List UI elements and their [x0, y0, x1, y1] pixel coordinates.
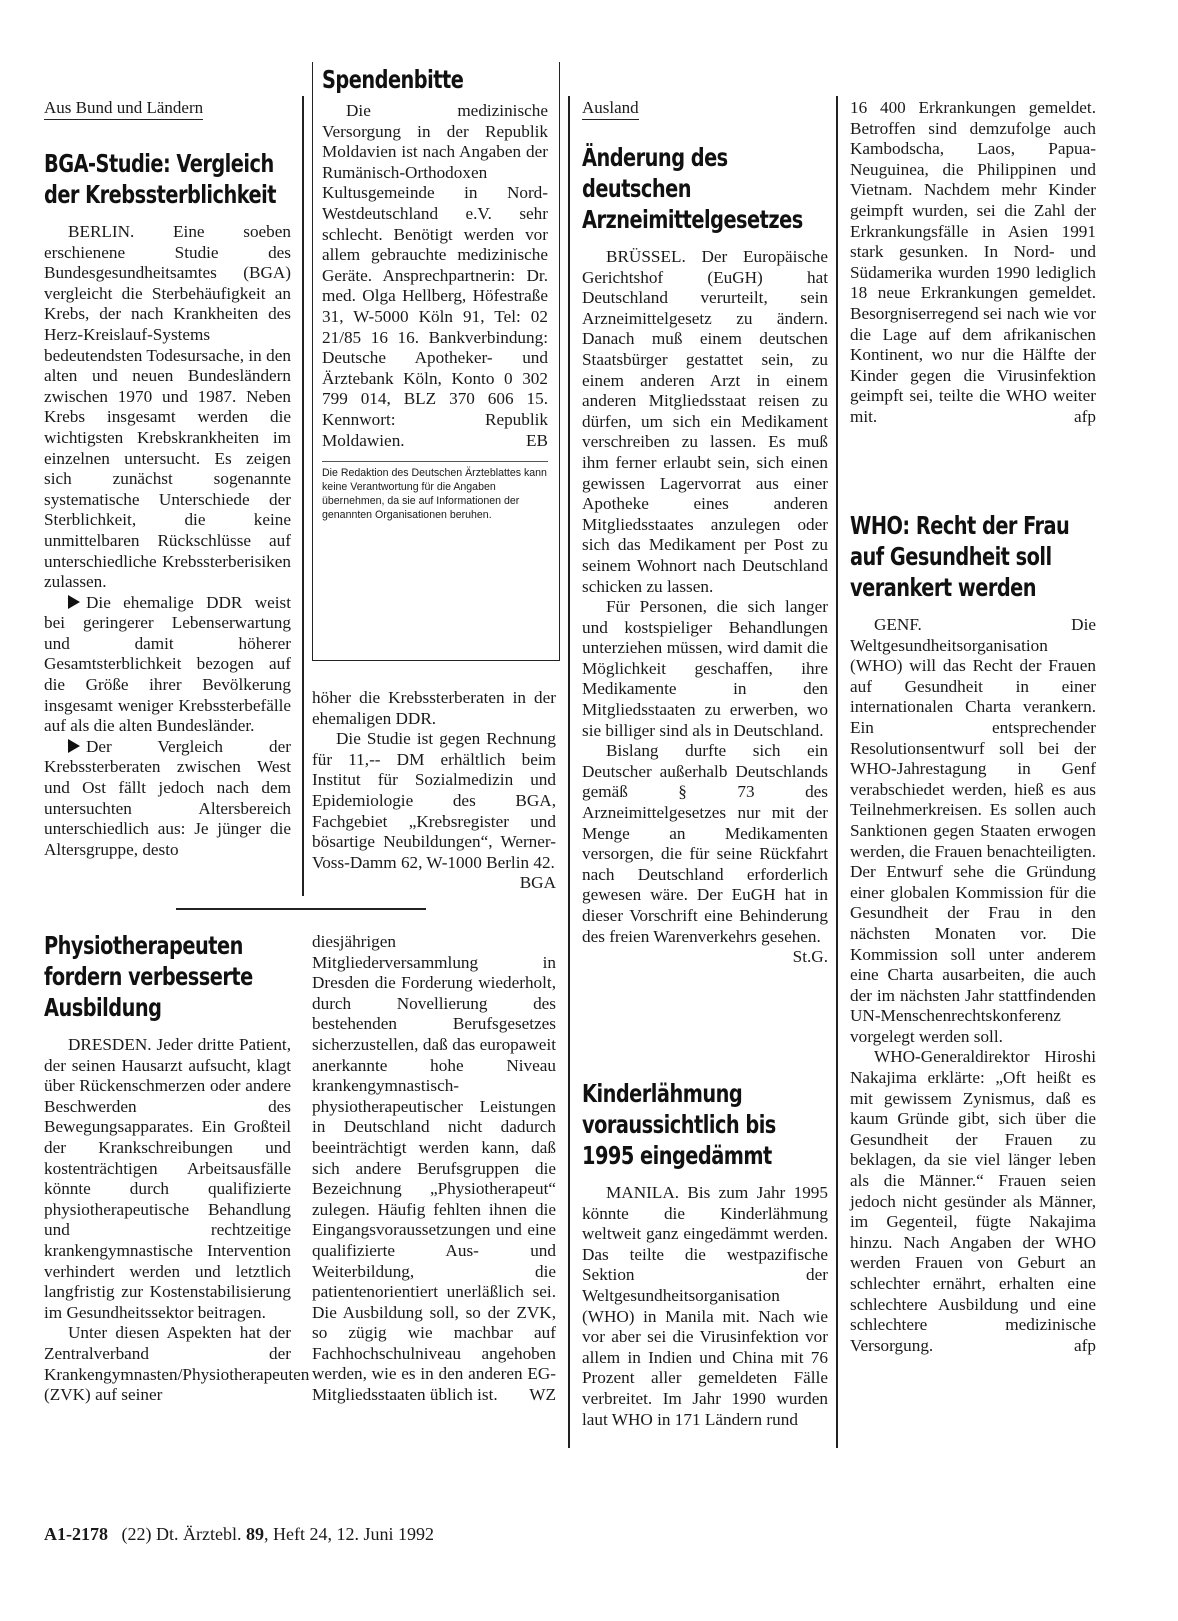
- polio-column-1: [582, 1078, 828, 1430]
- physio-column-2: [312, 932, 556, 1406]
- arznei-paragraph-3: Bislang durfte sich ein Deutscher außerhalb Deutschlands gemäß § 73 des Arzneimittelgesetzes nur mit der Menge an Medikamenten versorgen, die für seine Rückfahrt nach Deutschland erforderlich gewesen wäre. Der EuGH hat in dieser Vorschrift eine Behinderung des freien Warenverkehrs gesehen. St.G.: [582, 741, 828, 967]
- donation-box: [322, 64, 548, 522]
- polio-column-2: [850, 98, 1096, 428]
- arznei-paragraph-2: Für Personen, die sich langer und kostspieliger Behandlungen unterziehen müssen, wird damit die Möglichkeit geschaffen, ihre Medikamente in den Mitgliedsstaaten zu erwerben, wo sie billiger sind als in Deutschland.: [582, 597, 828, 740]
- who-paragraph-2: WHO-Generaldirektor Hiroshi Nakajima erklärte: „Oft heißt es mit gewissem Zynismus, daß es kaum Gründe gibt, sich über die Gesundheit der Frauen zu beklagen, da sie viel länger leben als die Männer.“ Frauen seien jedoch nicht gesünder als Männer, im Gegenteil, fügte Nakajima hinzu. Nach Angaben der WHO werden Frauen von Geburt an schlechter ernährt, erhalten eine schlechtere Ausbildung und eine schlechtere medizinische Versorgung. afp: [850, 1047, 1096, 1355]
- donation-signature: EB: [526, 430, 548, 450]
- section-rubric-foreign: Ausland: [582, 98, 828, 118]
- arznei-column: [582, 98, 828, 968]
- triangle-bullet-icon: [68, 595, 80, 609]
- bga-column-1: [44, 98, 291, 860]
- donation-disclaimer: Die Redaktion des Deutschen Ärzteblattes kann keine Verantwortung für die Angaben übernehmen, da sie auf Informationen der genannten Organisationen beruhen.: [322, 461, 548, 522]
- bga-signature: BGA: [519, 873, 556, 893]
- column-rule-right: [836, 96, 838, 1448]
- bga-paragraph-2: Die ehemalige DDR weist bei geringerer Lebenserwartung und damit höherer Gesamtsterblichkeit bezogen auf die Größe ihrer Bevölkerung insgesamt weniger Krebssterbefälle auf als die alten Bundesländer.: [44, 592, 291, 736]
- article-separator-rule: [176, 908, 426, 910]
- column-rule-left: [302, 96, 304, 896]
- page-number: A1-2178: [44, 1524, 108, 1544]
- column-rule-mid: [568, 96, 570, 1448]
- physio-column-1: [44, 930, 310, 1406]
- bga-column-2: [312, 688, 556, 894]
- physio-paragraph-2: Unter diesen Aspekten hat der Zentralverband der Krankengymnasten/Physiotherapeuten (ZVK) auf seiner: [44, 1323, 310, 1405]
- physio-signature: WZ: [529, 1385, 556, 1405]
- physio-paragraph-1: DRESDEN. Jeder dritte Patient, der seinen Hausarzt aufsucht, klagt über Rückenschmerzen oder andere Beschwerden des Bewegungsapparates. Ein Großteil der Krankschreibungen und kostenträchtigen Arbeitsausfälle könnte durch qualifizierte physiotherapeutische Behandlung und rechtzeitige krankengymnastische Intervention verhindert werden und letztlich langfristig zur Kostenstabilisierung im Gesundheitssektor beitragen.: [44, 1035, 291, 1322]
- bga-paragraph-3-continued: höher die Krebssterberaten in der ehemaligen DDR.: [312, 688, 556, 728]
- bga-paragraph-3: Der Vergleich der Krebssterberaten zwischen West und Ost fällt jedoch nach dem untersuchten Altersbereich unterschiedlich aus: Je jünger die Altersgruppe, desto: [44, 736, 291, 859]
- polio-headline: Kinderlähmung voraussichtlich bis 1995 eingedämmt: [582, 1079, 776, 1170]
- arznei-signature: St.G.: [792, 947, 828, 967]
- footer-journal: (22) Dt. Ärztebl.: [121, 1524, 242, 1544]
- who-paragraph-1: GENF. Die Weltgesundheitsorganisation (WHO) will das Recht der Frauen auf Gesundheit in einer internationalen Charta verankern. Ein entsprechender Resolutionsentwurf soll bei der WHO-Jahrestagung in Genf verabschiedet werden, hieß es aus Teilnehmerkreisen. Es sollen auch Sanktionen gegen Staaten erwogen werden, die Frauen benachteiligten. Der Entwurf sehe die Gründung einer globalen Kommission für die Gesundheit der Frau in den nächsten Monaten vor. Die Kommission soll unter anderem eine Charta ausarbeiten, die auch der im nächsten Jahr stattfindenden UN-Menschenrechtskonferenz vorgelegt werden soll.: [850, 615, 1096, 1046]
- arznei-headline: Änderung des deutschen Arzneimittelgesetzes: [582, 143, 803, 234]
- physio-headline: Physiotherapeuten fordern verbesserte Ausbildung: [44, 931, 253, 1022]
- polio-paragraph-1-continued: 16 400 Erkrankungen gemeldet. Betroffen sind demzufolge auch Kambodscha, Laos, Papua-Neuguinea, die Philippinen und Vietnam. Nachdem mehr Kinder geimpft wurden, sei die Zahl der Erkrankungsfälle in Asien 1991 stark gesunken. In Nord- und Südamerika wurden 1990 lediglich 18 neue Erkrankungen gemeldet. Besorgniserregend sei nach wie vor die Lage auf dem afrikanischen Kontinent, wo nur die Hälfte der Kinder gegen die Virusinfektion geimpft sei, teilte die WHO weiter mit. afp: [850, 98, 1096, 426]
- page-footer: [44, 1523, 434, 1545]
- who-headline: WHO: Recht der Frau auf Gesundheit soll verankert werden: [850, 511, 1070, 602]
- bga-paragraph-1: BERLIN. Eine soeben erschienene Studie des Bundesgesundheitsamtes (BGA) vergleicht die Sterbehäufigkeit an Krebs, der nach Krankheiten des Herz-Kreislauf-Systems bedeutendsten Todesursache, in den alten und neuen Bundesländern zwischen 1970 und 1987. Neben Krebs insgesamt werden die wichtigsten Krebskrankheiten im einzelnen untersucht. Es zeigen sich zunächst sogenannte systematische Unterschiede der Sterblichkeit, die keine unmittelbaren Rückschlüsse auf unterschiedliche Krebssterberisiken zulassen.: [44, 222, 291, 592]
- donation-headline: Spendenbitte: [322, 65, 464, 94]
- polio-signature: afp: [1074, 406, 1096, 426]
- footer-volume: 89: [245, 1524, 264, 1544]
- footer-issue: , Heft 24, 12. Juni 1992: [263, 1524, 434, 1544]
- section-rubric-domestic: Aus Bund und Ländern: [44, 98, 291, 118]
- physio-paragraph-2-continued: diesjährigen Mitgliederversammlung in Dresden die Forderung wiederholt, durch Novellierung des bestehenden Berufsgesetzes sicherzustellen, daß das europaweit anerkannte hohe Niveau krankengymnastisch-physiotherapeutischer Leistungen in Deutschland nicht dadurch beeinträchtigt werden kann, daß sich andere Berufsgruppen die Bezeichnung „Physiotherapeut“ zulegen. Häufig fehlten ihnen die Eingangsvoraussetzungen und eine qualifizierte Aus- und Weiterbildung, die patientenorientiert unerläßlich sei. Die Ausbildung soll, so der ZVK, so zügig wie machbar auf Fachhochschulniveau angehoben werden, wie es in den anderen EG-Mitgliedsstaaten üblich ist. WZ: [312, 932, 556, 1405]
- polio-paragraph-1: MANILA. Bis zum Jahr 1995 könnte die Kinderlähmung weltweit ganz eingedämmt werden. Das teilte die westpazifische Sektion der Weltgesundheitsorganisation (WHO) in Manila mit. Nach wie vor aber sei die Virusinfektion vor allem in Indien und China mit 76 Prozent aller gemeldeten Fälle verbreitet. Im Jahr 1990 wurden laut WHO in 171 Ländern rund: [582, 1183, 828, 1429]
- bga-headline: BGA-Studie: Vergleich der Krebssterblichkeit: [44, 149, 276, 209]
- who-column: [850, 510, 1096, 1356]
- arznei-paragraph-1: BRÜSSEL. Der Europäische Gerichtshof (EuGH) hat Deutschland verurteilt, sein Arzneimittelgesetz zu ändern. Danach muß einem deutschen Staatsbürger gestattet sein, zu einem anderen Arzt in einem anderen Mitgliedsstaat reisen zu dürfen, um sich ein Medikament verschreiben zu lassen. Es muß ihm ferner erlaubt sein, sich einen gewissen Lagervorrat aus einer Apotheke eines anderen Mitgliedsstaates anzulegen oder sich das Medikament per Post zu seinem Wohnort nach Deutschland schicken zu lassen.: [582, 247, 828, 596]
- who-signature: afp: [1074, 1335, 1096, 1355]
- donation-body: Die medizinische Versorgung in der Republik Moldavien ist nach Angaben der Rumänisch-Orthodoxen Kultusgemeinde in Nord-Westdeutschland e.V. sehr schlecht. Benötigt werden vor allem gebrauchte medizinische Geräte. Ansprechpartnerin: Dr. med. Olga Hellberg, Höfestraße 31, W-5000 Köln 91, Tel: 02 21/85 16 16. Bankverbindung: Deutsche Apotheker- und Ärztebank Köln, Konto 0 302 799 014, BLZ 370 606 15. Kennwort: Republik Moldawien. EB: [322, 101, 548, 450]
- bga-paragraph-4: Die Studie ist gegen Rechnung für 11,-- DM erhältlich beim Institut für Sozialmedizin und Epidemiologie des BGA, Fachgebiet „Krebsregister und bösartige Neubildungen“, Werner-Voss-Damm 62, W-1000 Berlin 42. BGA: [312, 729, 556, 893]
- triangle-bullet-icon: [68, 739, 80, 753]
